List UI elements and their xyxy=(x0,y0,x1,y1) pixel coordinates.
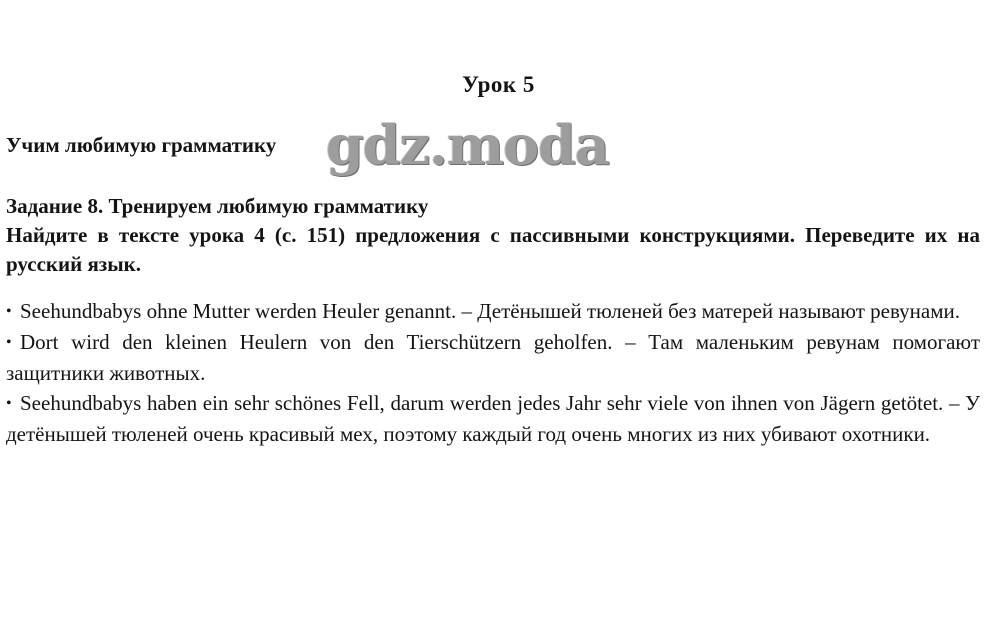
task-block xyxy=(6,192,980,279)
watermark-logo: gdz.moda xyxy=(326,113,609,177)
task-instruction: Найдите в тексте урока 4 (с. 151) предложения с пассивными конструкциями. Переведите их на русский язык. xyxy=(6,223,980,276)
list-item xyxy=(6,327,980,388)
section-heading: Учим любимую грамматику xyxy=(6,133,277,157)
bullet-icon: • xyxy=(6,395,12,412)
list-item-text: Dort wird den kleinen Heulern von den Tierschützern geholfen. – Там маленьким ревунам помогают защитники животных. xyxy=(6,330,980,385)
bullet-icon: • xyxy=(6,303,12,320)
lesson-title: Урок 5 xyxy=(462,72,535,97)
bullet-icon: • xyxy=(6,334,12,351)
list-item-text: Seehundbabys ohne Mutter werden Heuler genannt. – Детёнышей тюленей без матерей называют ревунами. xyxy=(20,299,960,323)
task-title: Задание 8. Тренируем любимую грамматику xyxy=(6,194,429,218)
list-item xyxy=(6,296,980,327)
answer-list xyxy=(6,296,980,449)
list-item xyxy=(6,388,980,449)
list-item-text: Seehundbabys haben ein sehr schönes Fell, darum werden jedes Jahr sehr viele von ihnen von Jägern getötet. – У детёнышей тюленей очень красивый мех, поэтому каждый год очень многих из них убивают охотники. xyxy=(6,391,980,446)
